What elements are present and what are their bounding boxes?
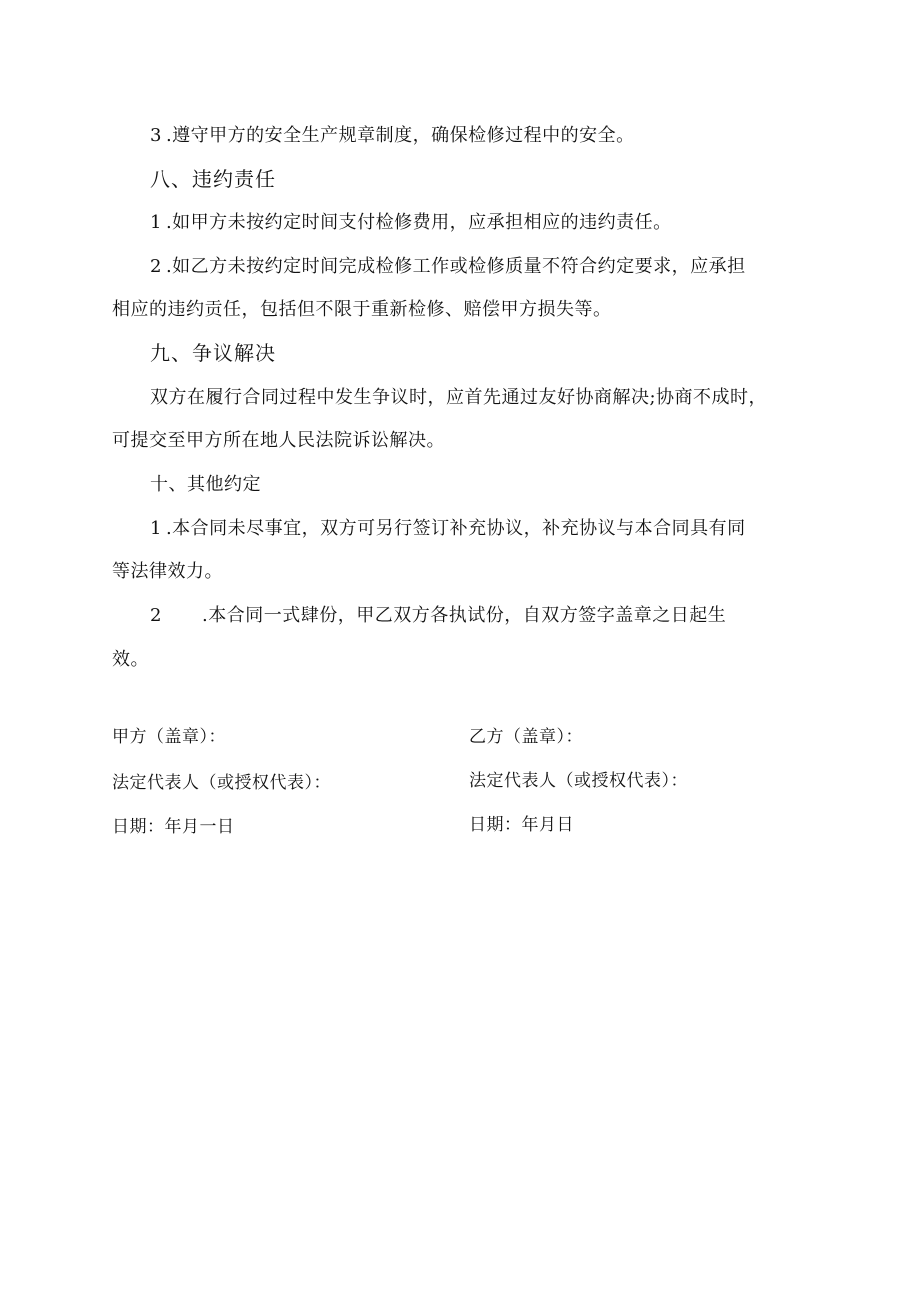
party-b-date-label: 日期：年月日: [469, 815, 574, 835]
clause-text: .遵守甲方的安全生产规章制度，确保检修过程中的安全。: [165, 125, 635, 146]
clause-8a-item-1: [150, 211, 672, 235]
clause-number: 1: [150, 518, 162, 539]
clause-number: 2: [150, 605, 162, 626]
section-9-heading: 九、争议解决: [150, 341, 276, 365]
section-8-heading: 八、违约责任: [150, 167, 276, 191]
section-9-text-line-1: 双方在履行合同过程中发生争议时，应首先通过友好协商解决;协商不成时，: [150, 387, 768, 408]
clause-10-item-2-line-1: [150, 604, 726, 628]
party-b-representative-label: 法定代表人（或授权代表）：: [469, 771, 688, 791]
clause-number: 1: [150, 212, 162, 233]
party-a-seal-label: 甲方（盖章）：: [112, 727, 226, 747]
clause-10-item-1-line-1: [150, 517, 746, 541]
party-a-date-label: 日期：年月一日: [112, 817, 235, 837]
clause-text: .本合同未尽事宜，双方可另行签订补充协议，补充协议与本合同具有同: [165, 518, 746, 539]
clause-8-item-3: [150, 124, 635, 148]
clause-8a-item-2-line-2: 相应的违约贡任，包括但不限于重新检修、赔偿甲方损失等。: [112, 299, 612, 320]
clause-8a-item-2-line-1: [150, 255, 746, 279]
clause-text: .如乙方未按约定时间完成检修工作或检修质量不符合约定要求，应承担: [165, 256, 746, 277]
section-9-text-line-2: 可提交至甲方所在地人民法院诉讼解决。: [112, 430, 445, 451]
party-a-representative-label: 法定代表人（或授权代表）：: [112, 773, 331, 793]
clause-10-item-2-line-2: 效。: [112, 649, 149, 670]
clause-number: 3: [150, 125, 162, 146]
section-10-heading: 十、其他约定: [150, 474, 261, 495]
clause-10-item-1-line-2: 等法律效力。: [112, 561, 223, 582]
clause-number: 2: [150, 256, 162, 277]
party-b-seal-label: 乙方（盖章）：: [469, 727, 583, 747]
clause-text: .本合同一式肆份，甲乙双方各执试份，自双方签字盖章之日起生: [202, 605, 727, 626]
clause-text: .如甲方未按约定时间支付检修费用，应承担相应的违约责任。: [165, 212, 672, 233]
